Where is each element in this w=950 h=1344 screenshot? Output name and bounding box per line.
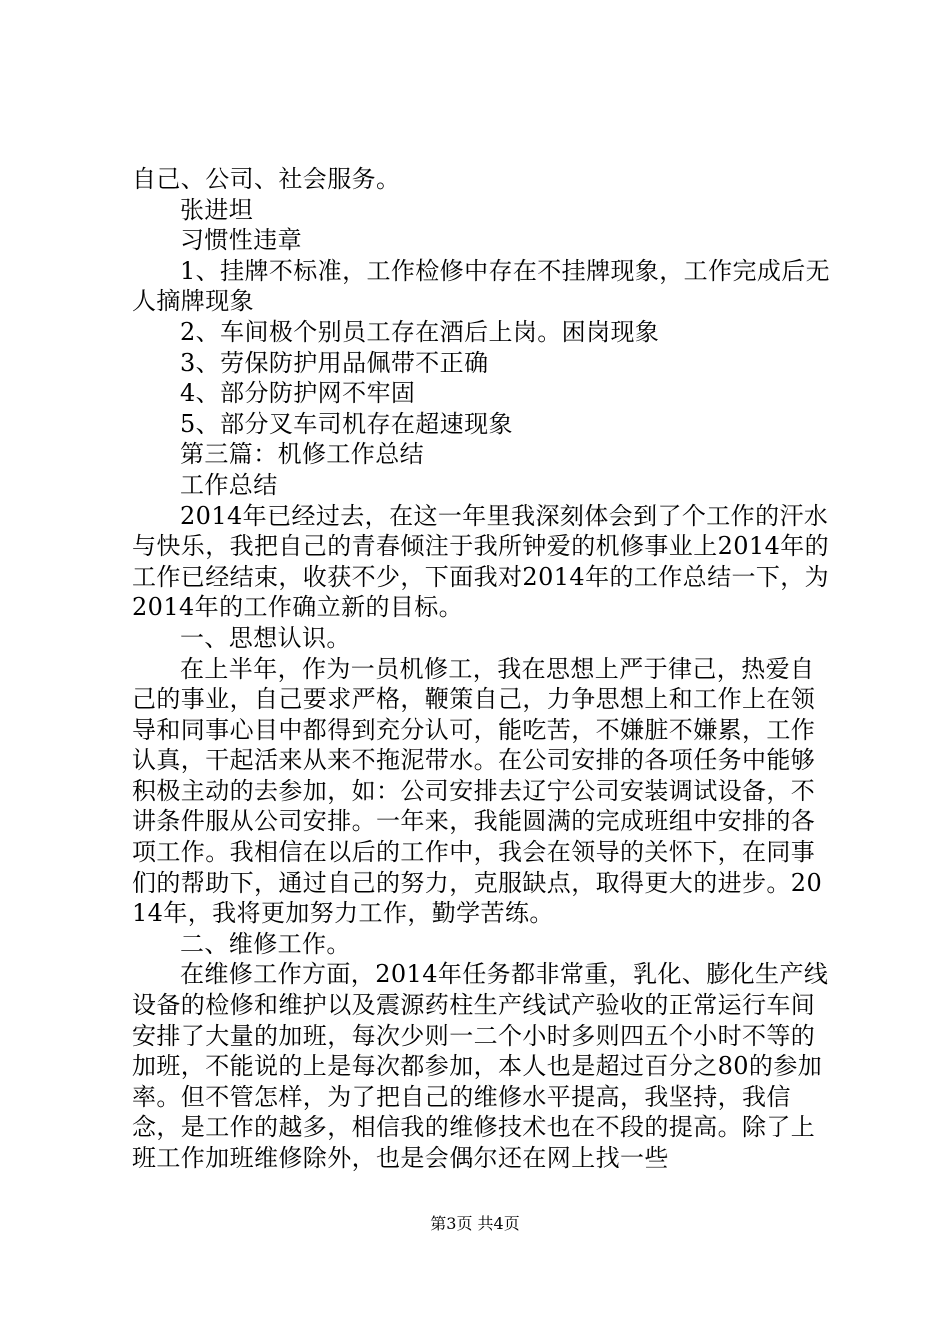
section-heading: 第三篇：机修工作总结 bbox=[180, 440, 424, 469]
subheading-maintenance: 二、维修工作。 bbox=[180, 929, 351, 958]
paragraph-8: 5、部分叉车司机存在超速现象 bbox=[180, 409, 513, 438]
paragraph-maintenance: 在维修工作方面，2014年任务都非常重，乳化、膨化生产线设备的检修和维护以及震源药柱生产线试产验收的正常运行车间安排了大量的加班，每次少则一二个小时多则四五个小时不等的加班，不能说的上是每次都参加，本人也是超过百分之80的参加率。但不管怎样，为了把自己的维修水平提高，我坚持，我信念，是工作的越多，相信我的维修技术也在不段的提高。除了上班工作加班维修除外，也是会偶尔还在网上找一些 bbox=[132, 960, 829, 1172]
paragraph-6: 3、劳保防护用品佩带不正确 bbox=[180, 348, 489, 377]
paragraph-7: 4、部分防护网不牢固 bbox=[180, 379, 416, 408]
paragraph-1: 自己、公司、社会服务。 bbox=[132, 165, 401, 193]
paragraph-thought: 在上半年，作为一员机修工，我在思想上严于律己，热爱自己的事业，自己要求严格，鞭策自己，力争思想上和工作上在领导和同事心目中都得到充分认可，能吃苦，不嫌脏不嫌累，工作认真，干起活来从来不拖泥带水。在公司安排的各项任务中能够积极主动的去参加，如：公司安排去辽宁公司安装调试设备，不讲条件服从公司安排。一年来，我能圆满的完成班组中安排的各项工作。我相信在以后的工作中，我会在领导的关怀下，在同事们的帮助下，通过自己的努力，克服缺点，取得更大的进步。2014年，我将更加努力工作，勤学苦练。 bbox=[132, 654, 823, 928]
paragraph-2: 张进坦 bbox=[180, 195, 254, 224]
paragraph-4: 1、挂牌不标准，工作检修中存在不挂牌现象，工作完成后无人摘牌现象 bbox=[132, 256, 831, 316]
subheading-thought: 一、思想认识。 bbox=[180, 623, 351, 652]
document-body bbox=[132, 164, 832, 1174]
paragraph-3: 习惯性违章 bbox=[180, 226, 302, 255]
paragraph-5: 2、车间极个别员工存在酒后上岗。困岗现象 bbox=[180, 317, 660, 346]
section-title: 工作总结 bbox=[180, 470, 278, 499]
page-footer: 第3页 共4页 bbox=[430, 1214, 520, 1233]
paragraph-intro: 2014年已经过去，在这一年里我深刻体会到了个工作的汗水与快乐，我把自己的青春倾注于我所钟爱的机修事业上2014年的工作已经结束，收获不少，下面我对2014年的工作总结一下，为2014年的工作确立新的目标。 bbox=[132, 501, 830, 622]
